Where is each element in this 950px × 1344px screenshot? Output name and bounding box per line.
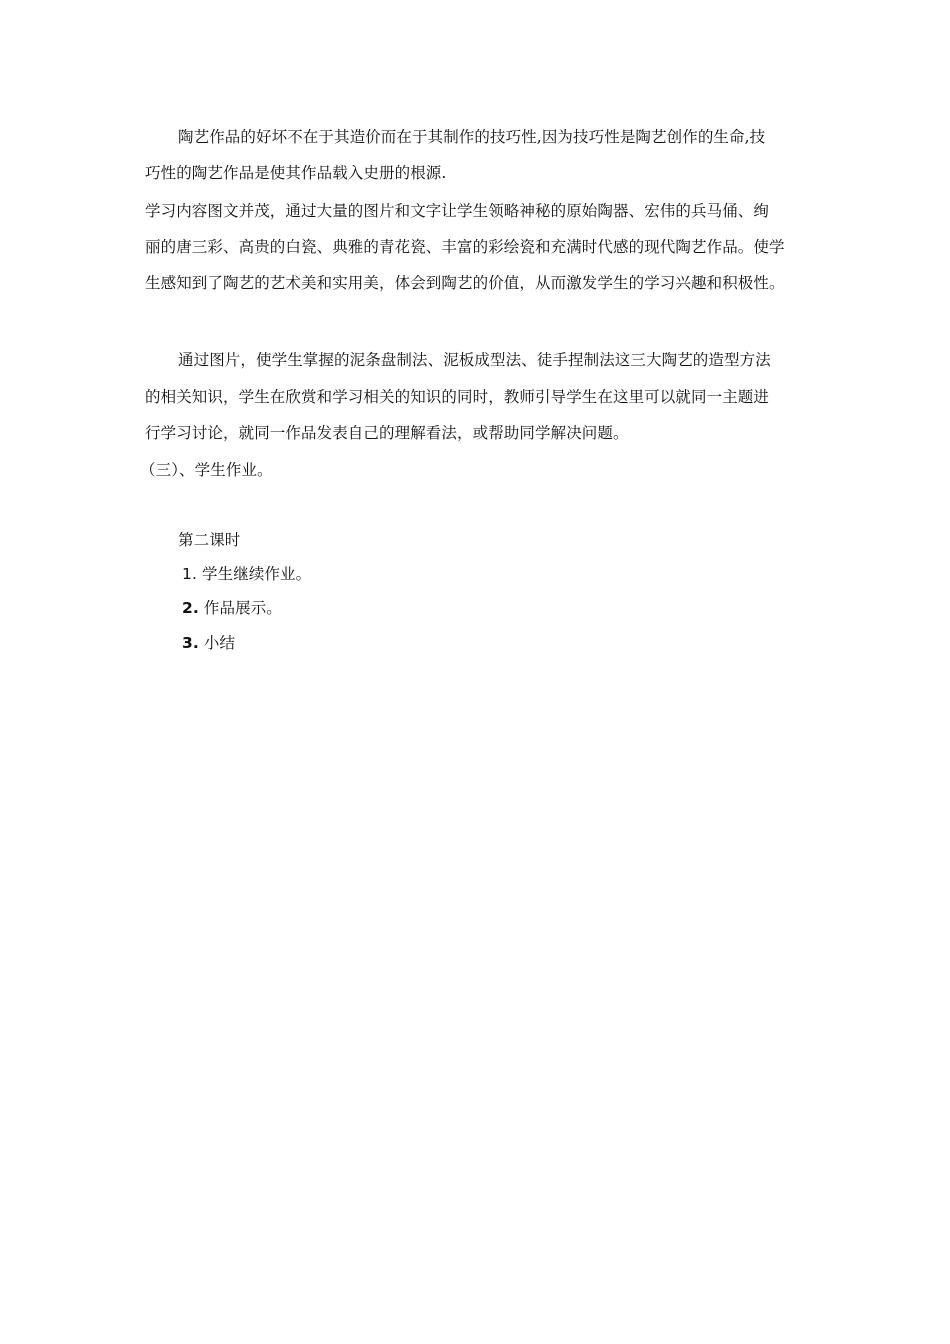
paragraph-1-line-2: 巧性的陶艺作品是使其作品载入史册的根源. [145,164,447,182]
list-item [182,564,862,584]
paragraph-2-line-1: 学习内容图文并茂，通过大量的图片和文字让学生领略神秘的原始陶器、宏伟的兵马俑、绚 [145,202,770,220]
section-3-heading: （三）、学生作业。 [140,461,273,479]
list-item [182,598,862,618]
lesson-2-title: 第二课时 [178,531,241,549]
paragraph-2-line-3: 生感知到了陶艺的艺术美和实用美，体会到陶艺的价值，从而激发学生的学习兴趣和积极性。 [145,274,785,292]
list-item-text: 作品展示。 [203,599,282,617]
list-item-number: 3. [182,634,199,652]
list-item-text: 小结 [203,634,236,652]
paragraph-2-line-2: 丽的唐三彩、高贵的白瓷、典雅的青花瓷、丰富的彩绘瓷和充满时代感的现代陶艺作品。使学 [145,238,785,256]
list-item [182,633,862,653]
paragraph-3-line-3: 行学习讨论，就同一作品发表自己的理解看法，或帮助同学解决问题。 [145,424,629,442]
paragraph-1-line-1: 陶艺作品的好坏不在于其造价而在于其制作的技巧性,因为技巧性是陶艺创作的生命,技 [178,128,766,146]
list-item-text: 学生继续作业。 [202,565,312,583]
paragraph-3-line-2: 的相关知识，学生在欣赏和学习相关的知识的同时，教师引导学生在这里可以就同一主题进 [145,388,770,406]
list-item-number: 2. [182,599,199,617]
paragraph-3-line-1: 通过图片，使学生掌握的泥条盘制法、泥板成型法、徒手捏制法这三大陶艺的造型方法 [178,351,771,369]
list-item-number: 1. [182,565,197,583]
